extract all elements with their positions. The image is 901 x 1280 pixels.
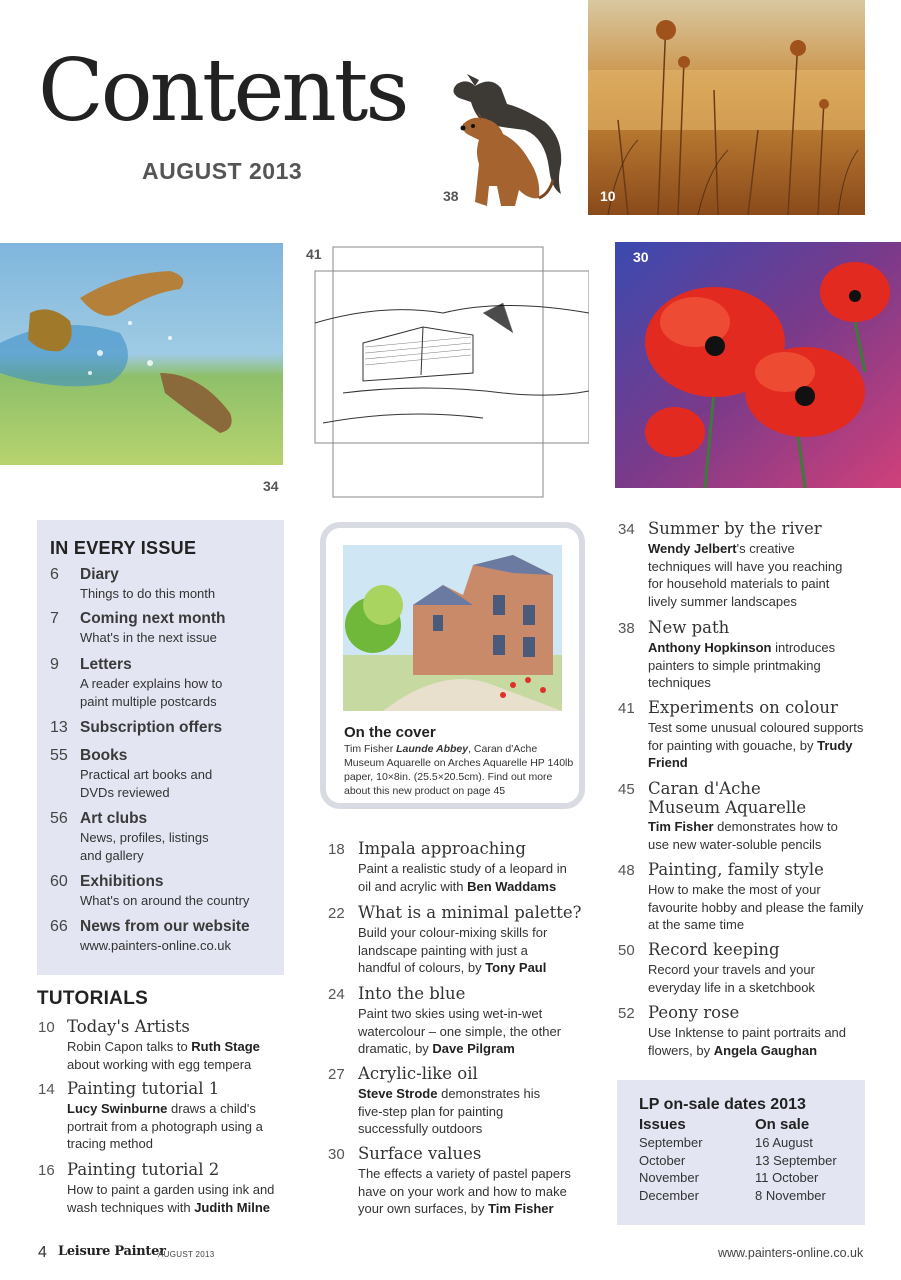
barn-sketch [303, 243, 589, 498]
item-title: Diary [80, 566, 119, 583]
item-desc: Tim Fisher demonstrates how to use new water-soluble pencils [648, 819, 838, 852]
item-title: Record keeping [648, 940, 780, 959]
image-page-number: 10 [600, 188, 616, 204]
cover-painting [343, 545, 562, 711]
page-title: Contents [38, 41, 407, 141]
in-every-issue-box [37, 520, 284, 975]
item-page: 50 [618, 942, 635, 959]
poppies-painting [615, 242, 901, 488]
item-page: 30 [328, 1146, 345, 1163]
item-page: 24 [328, 986, 345, 1003]
page-number: 4 [38, 1244, 47, 1261]
item-desc: Lucy Swinburne draws a child's portrait from a photograph using a tracing method [67, 1101, 263, 1152]
item-desc: What's in the next issue [80, 630, 217, 645]
item-desc: The effects a variety of pastel papers have on your work and how to make your own surfaces, by Tim Fisher [358, 1166, 571, 1217]
image-page-number: 30 [633, 249, 649, 265]
item-page: 6 [50, 566, 59, 583]
item-title: Letters [80, 656, 132, 673]
item-desc: How to paint a garden using ink and wash techniques with Judith Milne [67, 1182, 275, 1215]
item-desc: Steve Strode demonstrates his five-step plan for painting successfully outdoors [358, 1086, 541, 1137]
table-cell: November [639, 1170, 699, 1185]
image-page-number: 34 [263, 478, 279, 494]
item-page: 66 [50, 918, 68, 935]
item-page: 48 [618, 862, 635, 879]
item-desc: Test some unusual coloured supports for painting with gouache, by Trudy Friend [648, 720, 864, 771]
item-desc: How to make the most of your favourite hobby and please the family at the same time [648, 882, 864, 933]
item-title: Caran d'Ache [648, 779, 761, 798]
item-title: Exhibitions [80, 873, 164, 890]
item-page: 56 [50, 810, 68, 827]
item-title: Painting tutorial 2 [67, 1160, 220, 1179]
item-desc: Things to do this month [80, 586, 216, 601]
footer-url[interactable]: www.painters-online.co.uk [718, 1246, 864, 1260]
dogs-illustration [445, 68, 570, 228]
item-desc: Paint two skies using wet-in-wet watercolour – one simple, the other dramatic, by Dave Pilgram [358, 1006, 562, 1057]
item-page: 60 [50, 873, 68, 890]
item-title: Subscription offers [80, 719, 223, 736]
item-desc: What's on around the country [80, 893, 250, 908]
item-title: Into the blue [358, 984, 466, 1003]
table-cell: 13 September [755, 1153, 837, 1168]
frogs-painting [0, 243, 283, 465]
table-cell: 11 October [755, 1170, 819, 1185]
item-desc: Record your travels and your everyday life in a sketchbook [648, 962, 815, 995]
item-title: Coming next month [80, 610, 226, 627]
item-page: 16 [38, 1162, 55, 1179]
item-desc: News, profiles, listings and gallery [80, 830, 209, 863]
item-title: Impala approaching [358, 839, 526, 858]
item-page: 14 [38, 1081, 55, 1098]
item-page: 10 [38, 1019, 55, 1036]
item-page: 7 [50, 610, 59, 627]
autumn-field-painting [588, 0, 865, 215]
footer-date: AUGUST 2013 [158, 1250, 215, 1259]
item-desc: Build your colour-mixing skills for landscape painting with just a handful of colours, by Tony Paul [358, 925, 548, 976]
tutorials-heading: TUTORIALS [37, 988, 149, 1009]
item-page: 18 [328, 841, 345, 858]
on-sale-dates-box [617, 1080, 865, 1225]
table-cell: October [639, 1153, 686, 1168]
table-cell: September [639, 1135, 703, 1150]
item-title: News from our website [80, 918, 250, 935]
image-page-number: 41 [306, 246, 322, 262]
item-desc: Wendy Jelbert's creative techniques will have you reaching for household materials to paint lively summer landscapes [648, 541, 843, 609]
item-title: New path [648, 618, 730, 637]
item-title: Summer by the river [648, 519, 822, 538]
on-the-cover-box [320, 522, 585, 809]
table-cell: December [639, 1188, 699, 1203]
item-title: Painting tutorial 1 [67, 1079, 220, 1098]
item-desc: Robin Capon talks to Ruth Stage about working with egg tempera [67, 1039, 260, 1072]
item-page: 34 [618, 521, 635, 538]
item-title: What is a minimal palette? [358, 903, 582, 922]
item-title: Today's Artists [67, 1017, 190, 1036]
table-cell: 8 November [755, 1188, 826, 1203]
item-page: 22 [328, 905, 345, 922]
image-page-number: 38 [443, 188, 459, 204]
item-title-line2: Museum Aquarelle [648, 798, 807, 817]
item-title: Surface values [358, 1144, 482, 1163]
table-cell: 16 August [755, 1135, 813, 1150]
item-page: 41 [618, 700, 635, 717]
item-title: Experiments on colour [648, 698, 838, 717]
item-title: Acrylic-like oil [358, 1064, 478, 1083]
item-desc: www.painters-online.co.uk [80, 938, 232, 953]
cover-description: Tim Fisher Launde Abbey, Caran d'Ache Museum Aquarelle on Arches Aquarelle HP 140lb paper, 10×8in. (25.5×20.5cm). Find out more about this new product on page 45 [344, 743, 574, 797]
on-sale-heading: LP on-sale dates 2013 [639, 1096, 806, 1113]
item-page: 45 [618, 781, 635, 798]
item-page: 13 [50, 719, 68, 736]
item-page: 38 [618, 620, 635, 637]
magazine-brand: Leisure Painter [58, 1244, 166, 1259]
issue-date: AUGUST 2013 [142, 158, 303, 184]
item-title: Painting, family style [648, 860, 824, 879]
on-sale-column-header: On sale [755, 1116, 810, 1133]
item-title: Peony rose [648, 1003, 740, 1022]
item-page: 55 [50, 747, 68, 764]
item-title: Books [80, 747, 128, 764]
item-desc: Paint a realistic study of a leopard in oil and acrylic with Ben Waddams [358, 861, 567, 894]
item-desc: Anthony Hopkinson introduces painters to simple printmaking techniques [648, 640, 836, 691]
item-page: 52 [618, 1005, 635, 1022]
item-page: 27 [328, 1066, 345, 1083]
item-title: Art clubs [80, 810, 148, 827]
item-desc: Use Inktense to paint portraits and flowers, by Angela Gaughan [648, 1025, 847, 1058]
section-heading: IN EVERY ISSUE [50, 538, 197, 558]
issues-column-header: Issues [639, 1116, 686, 1133]
cover-heading: On the cover [344, 724, 436, 741]
item-desc: Practical art books and DVDs reviewed [80, 767, 213, 800]
item-desc: A reader explains how to paint multiple postcards [80, 676, 223, 709]
item-page: 9 [50, 656, 59, 673]
